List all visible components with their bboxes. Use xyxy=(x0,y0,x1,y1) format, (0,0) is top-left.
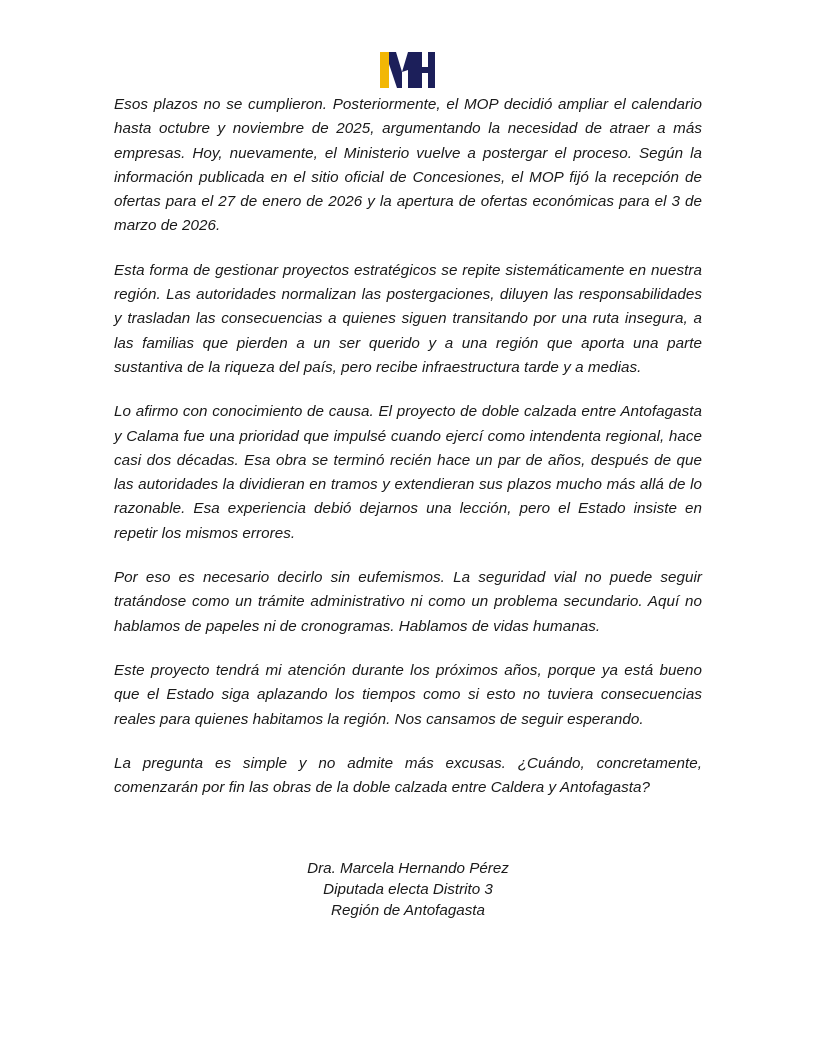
paragraph: Esos plazos no se cumplieron. Posteriormente, el MOP decidió ampliar el calendario hasta octubre y noviembre de 2025, argumentando la necesidad de atraer a más empresas. Hoy, nuevamente, el Ministerio vuelve a postergar el proceso. Según la información publicada en el sitio oficial de Concesiones, el MOP fijó la recepción de ofertas para el 27 de enero de 2026 y la apertura de ofertas económicas para el 3 de marzo de 2026. xyxy=(114,96,702,235)
logo-h-right xyxy=(428,52,435,88)
paragraph: Este proyecto tendrá mi atención durante los próximos años, porque ya está bueno que el Estado siga aplazando los tiempos como si esto no tuviera consecuencias reales para quienes habitamos la región. Nos cansamos de seguir esperando. xyxy=(114,661,702,728)
signature-role: Diputada electa Distrito 3 xyxy=(323,881,493,898)
logo-m-right-leg xyxy=(402,52,415,88)
logo-m-yellow-stroke xyxy=(380,52,389,88)
paragraph: Por eso es necesario decirlo sin eufemismos. La seguridad vial no puede seguir tratándose como un trámite administrativo ni como un problema secundario. Aquí no hablamos de papeles ni de cronogramas. Hablamos de vidas humanas. xyxy=(114,569,702,635)
paragraph: La pregunta es simple y no admite más excusas. ¿Cuándo, concretamente, comenzarán por fin las obras de la doble calzada entre Caldera y Antofagasta? xyxy=(114,754,702,797)
logo-m-diagonal xyxy=(389,52,402,88)
signature-name: Dra. Marcela Hernando Pérez xyxy=(307,860,509,877)
paragraph: Esta forma de gestionar proyectos estratégicos se repite sistemáticamente en nuestra región. Las autoridades normalizan las postergaciones, diluyen las responsabilidades y trasladan las consecuencias a quienes siguen transitando por una ruta insegura, a las familias que pierden a un ser querido y a una región que aporta una parte sustantiva de la riqueza del país, pero recibe infraestructura tarde y a medias. xyxy=(114,261,702,376)
mh-logo xyxy=(380,50,436,90)
letter-body xyxy=(114,93,702,820)
signature-block xyxy=(0,858,816,921)
paragraph: Lo afirmo con conocimiento de causa. El proyecto de doble calzada entre Antofagasta y Calama fue una prioridad que impulsé cuando ejercí como intendenta regional, hace casi dos décadas. Esa obra se terminó recién hace un par de años, después de que las autoridades la dividieran en tramos y extendieran sus plazos mucho más allá de lo razonable. Esa experiencia debió dejarnos una lección, pero el Estado insiste en repetir los mismos errores. xyxy=(114,403,702,542)
signature-region: Región de Antofagasta xyxy=(331,902,485,919)
